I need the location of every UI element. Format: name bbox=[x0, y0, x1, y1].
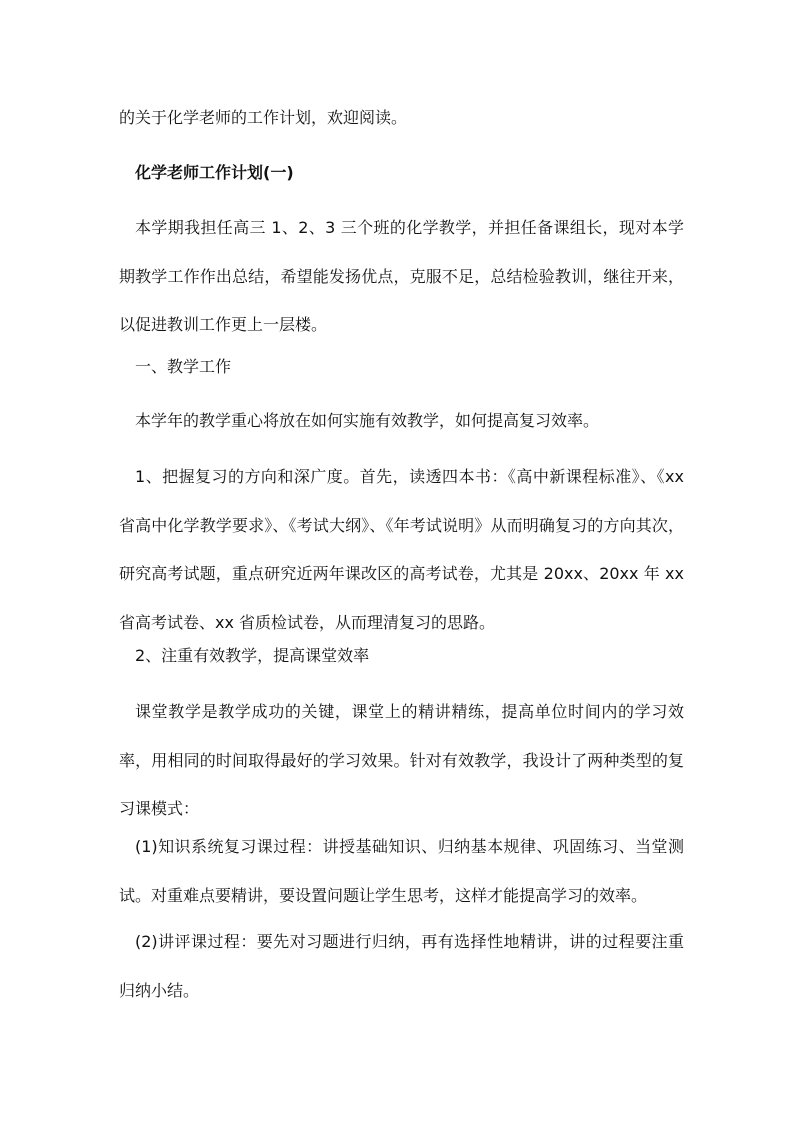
heading-effective-teaching: 2、注重有效教学，提高课堂效率 bbox=[135, 646, 370, 665]
section-title: 化学老师工作计划(一) bbox=[135, 163, 294, 182]
paragraph-5: (1)知识系统复习课过程：讲授基础知识、归纳基本规律、巩固练习、当堂测试。对重难点要精讲，要设置问题让学生思考，这样才能提高学习的效率。 bbox=[119, 837, 684, 905]
paragraph-3: 1、把握复习的方向和深广度。首先，读透四本书：《高中新课程标准》、《xx 省高中化学教学要求》、《考试大纲》、《年考试说明》从而明确复习的方向其次，研究高考试题，重点研究近两年课改区的高考试卷，尤其是 20xx、20xx 年 xx 省高考试卷、xx 省质检试卷，从而理清复习的思路。 bbox=[119, 467, 684, 632]
paragraph-6: (2)讲评课过程：要先对习题进行归纳，再有选择性地精讲，讲的过程要注重归纳小结。 bbox=[119, 932, 684, 1000]
paragraph-1: 本学期我担任高三 1、2、3 三个班的化学教学，并担任备课组长，现对本学期教学工作作出总结，希望能发扬优点，克服不足，总结检验教训，继往开来，以促进教训工作更上一层楼。 bbox=[119, 218, 684, 334]
heading-teaching-work: 一、教学工作 bbox=[135, 357, 232, 376]
paragraph-2: 本学年的教学重心将放在如何实施有效教学，如何提高复习效率。 bbox=[135, 411, 600, 430]
intro-paragraph: 的关于化学老师的工作计划，欢迎阅读。 bbox=[119, 108, 408, 127]
paragraph-4: 课堂教学是教学成功的关键，课堂上的精讲精练，提高单位时间内的学习效率，用相同的时间取得最好的学习效果。针对有效教学，我设计了两种类型的复习课模式： bbox=[119, 702, 684, 818]
